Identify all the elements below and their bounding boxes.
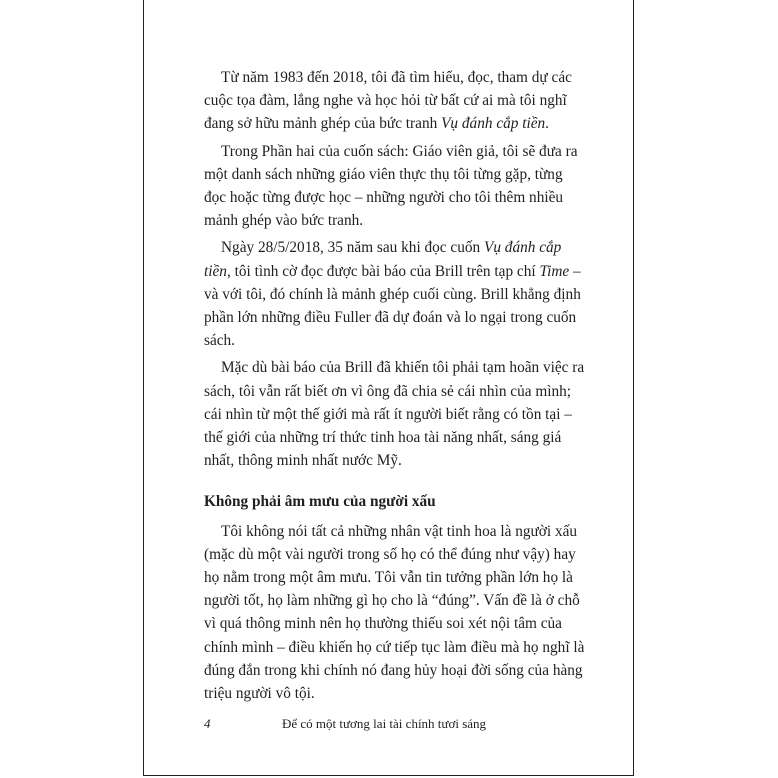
text-run: Tôi không nói tất cả những nhân vật tinh hoa là người xấu (mặc dù một vài người trong số họ có thể đúng như vậy) hay họ nằm trong một âm mưu. Tôi vẫn tin tưởng phần lớn họ là người tốt, họ làm những gì họ cho là “đúng”. Vấn đề là ở chỗ vì quá thông minh nên họ thường thiếu soi xét nội tâm của chính mình – điều khiến họ cứ tiếp tục làm điều mà họ nghĩ là đúng đắn trong khi chính nó đang hủy hoại đời sống của hàng triệu người vô tội. (204, 522, 585, 703)
page-body (204, 66, 587, 709)
italic-title: Vụ đánh cắp tiền (204, 239, 562, 280)
paragraph (204, 520, 587, 706)
text-run: , tôi tình cờ đọc được bài báo của Brill trên tạp chí (226, 262, 540, 280)
paragraph (204, 356, 587, 472)
text-run: – và với tôi, đó chính là mảnh ghép cuối cùng. Brill khẳng định phần lớn những điều Fuller đã dự đoán và lo ngại trong cuốn sách. (204, 262, 581, 350)
intro-paragraphs (204, 66, 587, 472)
text-run: Trong Phần hai của cuốn sách: Giáo viên giả, tôi sẽ đưa ra một danh sách những giáo viên thực thụ tôi từng gặp, từng đọc hoặc từng được học – những người cho tôi thêm nhiều mảnh ghép vào bức tranh. (204, 142, 578, 230)
italic-title: Time (539, 262, 570, 280)
text-run: Ngày 28/5/2018, 35 năm sau khi đọc cuốn (221, 239, 484, 257)
paragraph (204, 140, 587, 233)
section-heading: Không phải âm mưu của người xấu (204, 493, 436, 511)
paragraph (204, 66, 587, 136)
running-title: Để có một tương lai tài chính tươi sáng (282, 716, 487, 731)
page-number: 4 (204, 716, 211, 731)
italic-title: Vụ đánh cắp tiền (441, 115, 546, 133)
section-paragraphs (204, 520, 587, 706)
text-run: Từ năm 1983 đến 2018, tôi đã tìm hiểu, đọc, tham dự các cuộc tọa đàm, lắng nghe và học hỏi từ bất cứ ai mà tôi nghĩ đang sở hữu mảnh ghép của bức tranh (204, 69, 572, 133)
text-run: Mặc dù bài báo của Brill đã khiến tôi phải tạm hoãn việc ra sách, tôi vẫn rất biết ơn vì ông đã chia sẻ cái nhìn của mình; cái nhìn từ một thế giới mà rất ít người biết rằng có tồn tại – thế giới của những trí thức tinh hoa tài năng nhất, sáng giá nhất, thông minh nhất nước Mỹ. (204, 359, 585, 470)
paragraph (204, 236, 587, 352)
text-run: . (545, 115, 549, 133)
